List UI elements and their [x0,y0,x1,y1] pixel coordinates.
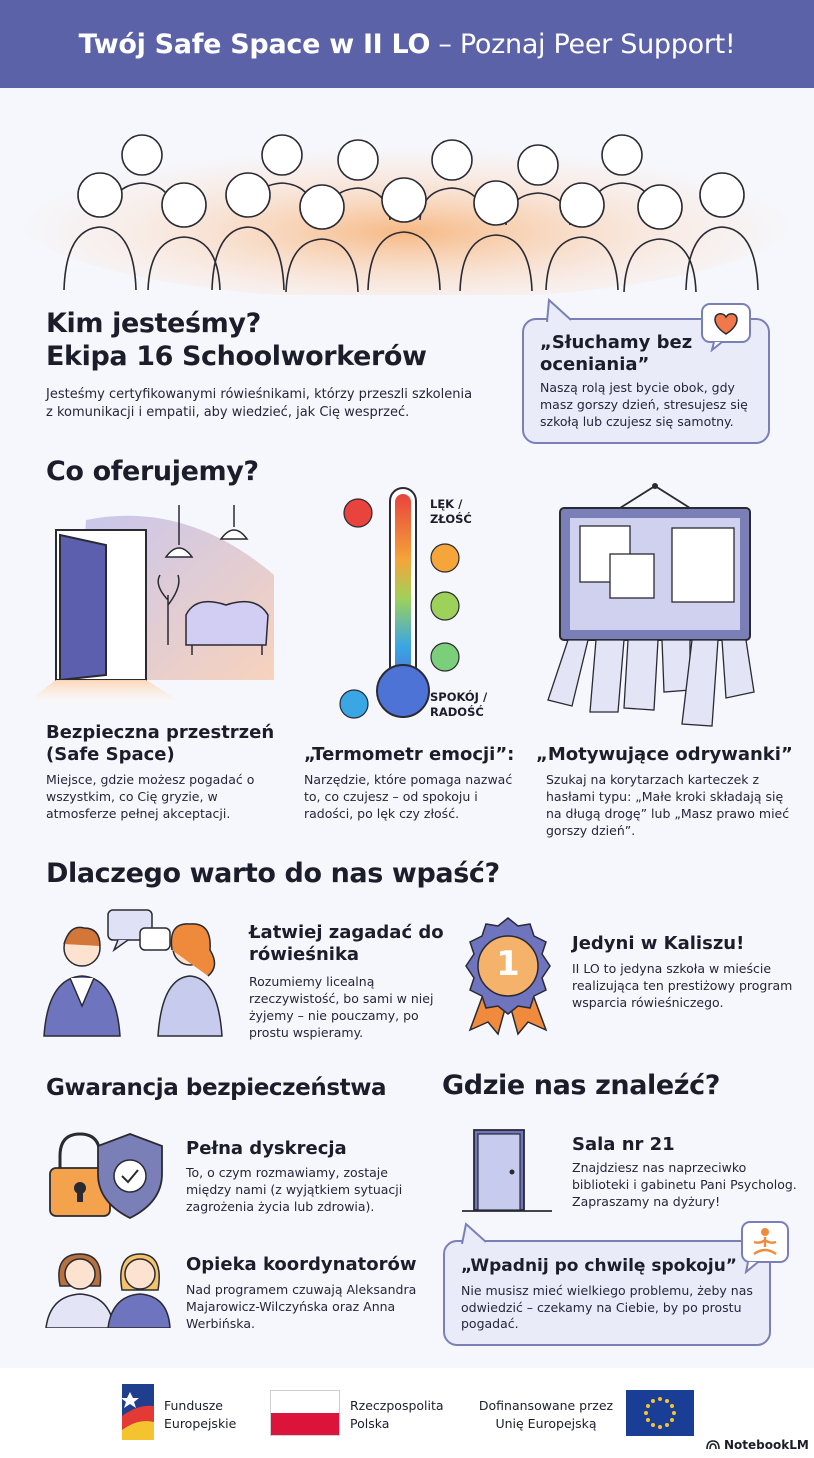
header-banner [0,0,814,88]
offer-item-3-text: Szukaj na korytarzach karteczek z hasłami typu: „Małe kroki składają się na długą drogę” lub „Masz prawo mieć gorszy dzień”. [546,772,790,838]
safety-item-2-text: Nad programem czuwają Aleksandra Majarowicz-Wilczyńska oraz Anna Werbińska. [186,1282,417,1331]
ue-line2: Unię Europejską [495,1415,597,1431]
ue-logo-text [476,1397,616,1432]
eu-flag-icon [626,1390,694,1436]
rp-logo-text [350,1397,444,1432]
listen-bubble-text: Naszą rolą jest bycie obok, gdy masz gorszy dzień, stresujesz się szkołą lub czujesz się samotny. [540,379,748,429]
bubble-tail-top-2 [460,1222,490,1244]
safe-space-room-illustration [36,505,276,710]
room-text: Znajdziesz nas naprzeciwko biblioteki i gabinetu Pani Psycholog. Zapraszamy na dyżury! [572,1160,797,1209]
notice-board-illustration [540,480,770,730]
medal-number: 1 [496,944,520,984]
safety-title: Gwarancja bezpieczeństwa [46,1075,387,1101]
room-title: Sala nr 21 [572,1134,675,1155]
two-students-talking-illustration [40,906,240,1046]
where-title: Gdzie nas znaleźć? [442,1070,720,1101]
visit-speech-bubble [443,1240,771,1346]
page-title [79,29,736,60]
offer-item-2-title: „Termometr emocji”: [304,744,515,765]
notebooklm-brand [706,1438,809,1452]
title-bold: Twój Safe Space w II LO [78,28,431,60]
fe-line1: Fundusze [164,1398,223,1413]
listen-bubble-title: „Słuchamy bez oceniania” [540,332,693,375]
why-item-2-text: II LO to jedyna szkoła w mieście realizująca ten prestiżowy program wsparcia rówieśniczego. [572,961,793,1010]
safety-item-1-text: To, o czym rozmawiamy, zostaje między nami (z wyjątkiem sytuacji zagrożenia życia lub zdrowia). [186,1165,403,1214]
fe-logo-text [164,1397,236,1432]
meditation-icon [740,1220,790,1274]
rp-line1: Rzeczpospolita [350,1398,444,1413]
why-item-1-title: Łatwiej zagadać do rówieśnika [249,922,444,965]
why-item-2-title: Jedyni w Kaliszu! [572,933,745,954]
notebooklm-label: NotebookLM [724,1438,809,1452]
fundusze-europejskie-logo-icon [120,1382,156,1442]
who-title-line1: Kim jesteśmy? [46,308,261,339]
visit-bubble-title: „Wpadnij po chwilę spokoju” [461,1256,737,1276]
who-text: Jesteśmy certyfikowanymi rówieśnikami, którzy przeszli szkolenia z komunikacji i empatii, aby wiedzieć, jak Cię wesprzeć. [46,387,473,420]
offer-item-1-text: Miejsce, gdzie możesz pogadać o wszystkim, co Cię gryzie, w atmosferze pełnej akceptacji. [46,772,255,821]
offer-item-2-text: Narzędzie, które pomaga nazwać to, co czujesz – od spokoju i radości, po lęk czy złość. [304,772,513,821]
heart-icon [700,302,752,352]
visit-bubble-text: Nie musisz mieć wielkiego problemu, żeby nas odwiedzić – czekamy na Ciebie, by po prostu pogadać. [461,1282,753,1332]
offer-item-3-title: „Motywujące odrywanki” [536,744,793,765]
polish-flag-icon [270,1390,340,1436]
group-of-students-illustration [0,95,814,295]
why-title: Dlaczego warto do nas wpaść? [46,858,500,889]
offer-title: Co oferujemy? [46,456,259,487]
notebooklm-icon [706,1440,720,1450]
rp-line2: Polska [350,1415,390,1431]
fe-line2: Europejskie [164,1415,237,1431]
lock-and-shield-icon [46,1126,166,1224]
who-title [46,308,427,374]
thermometer-top-label: LĘK / ZŁOŚĆ [430,497,472,526]
title-rest: – Poznaj Peer Support! [430,28,736,60]
thermometer-bottom-label: SPOKÓJ / RADOŚĆ [430,690,488,719]
safety-item-1-title: Pełna dyskrecja [186,1138,347,1159]
offer-item-1-title: Bezpieczna przestrzeń (Safe Space) [46,722,275,765]
safety-item-2-title: Opieka koordynatorów [186,1254,417,1275]
coordinators-avatars-illustration [42,1246,172,1328]
room-door-icon [462,1126,552,1216]
why-item-1-text: Rozumiemy licealną rzeczywistość, bo sami w niej żyjemy – nie pouczamy, po prostu wspieramy. [249,974,434,1040]
bubble-tail-top [545,298,575,322]
ue-line1: Dofinansowane przez [478,1398,614,1413]
who-title-line2: Ekipa 16 Schoolworkerów [46,340,427,372]
